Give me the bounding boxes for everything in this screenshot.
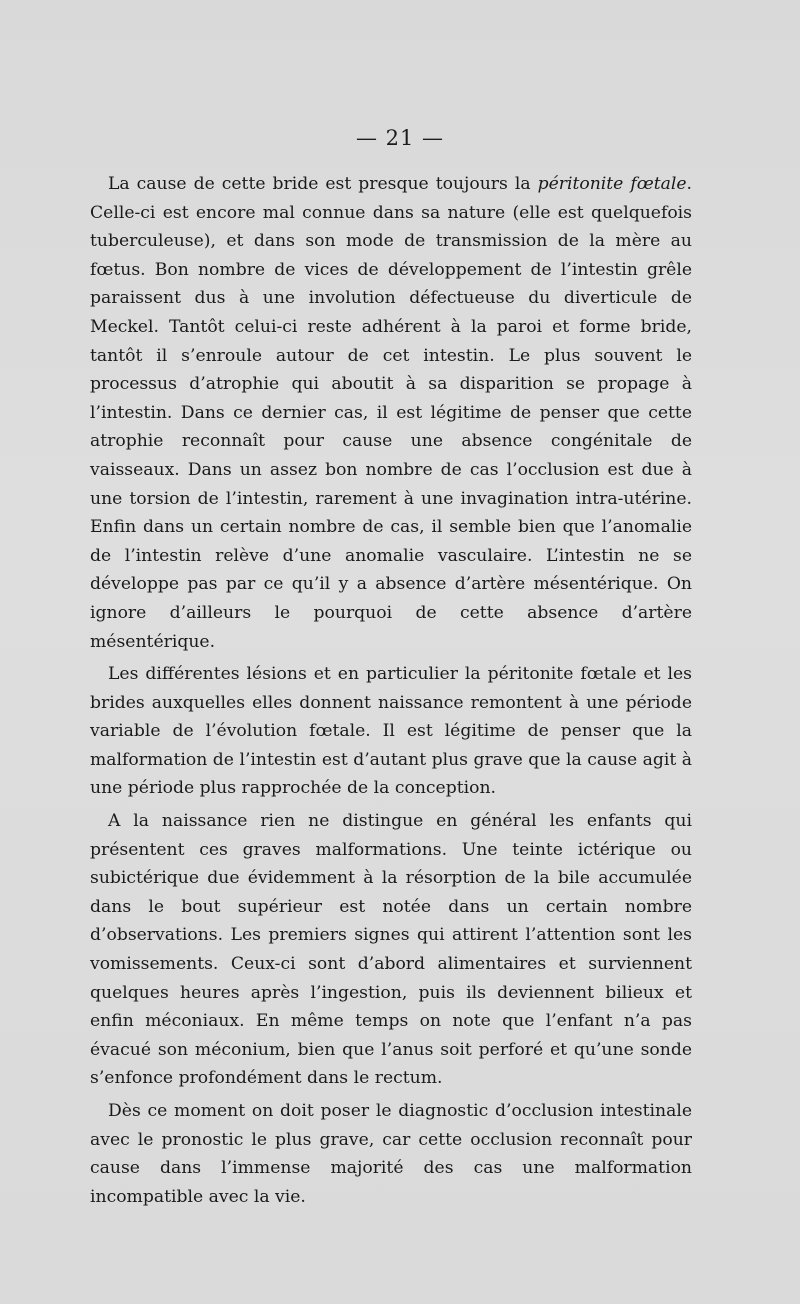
paragraph-1-rest: . Celle-ci est encore mal connue dans sa nature (elle est quelquefois tuberculeuse), et dans son mode de transmission de la mère au fœtus. Bon nombre de vices de développement de l’intestin grêle paraissent dus à une involution défectueuse du diverticule de Meckel. Tantôt celui-ci reste adhérent à la paroi et forme bride, tantôt il s’enroule autour de cet intestin. Le plus souvent le processus d’atrophie qui aboutit à sa disparition se propage à l’intestin. Dans ce dernier cas, il est légitime de penser que cette atrophie reconnaît pour cause une absence congénitale de vaisseaux. Dans un assez bon nombre de cas l’occlusion est due à une torsion de l’intestin, rarement à une invagination intra-utérine. Enfin dans un certain nombre de cas, il semble bien que l’anomalie de l’intestin relève d’une anomalie vasculaire. L’intestin ne se développe pas par ce qu’il y a absence d’artère mésentérique. On ignore d’ailleurs le pourquoi de cette absence d’artère mésentérique.: [90, 174, 692, 652]
italic-term: péritonite fœtale: [537, 174, 687, 194]
page-number: — 21 —: [355, 126, 445, 150]
paragraph-1-start: La cause de cette bride est presque toujours la: [108, 174, 538, 194]
paragraph-2: Les différentes lésions et en particulier la péritonite fœtale et les brides auxquelles elles donnent naissance remontent à une période variable de l’évolution fœtale. Il est légitime de penser que la malformation de l’intestin est d’autant plus grave que la cause agit à une période plus rapprochée de la conception.: [90, 664, 692, 799]
paragraph-4: Dès ce moment on doit poser le diagnostic d’occlusion intestinale avec le pronostic le plus grave, car cette occlusion reconnaît pour cause dans l’immense majorité des cas une malformation incompatible avec la vie.: [90, 1101, 692, 1207]
paragraph-3: A la naissance rien ne distingue en général les enfants qui présentent ces graves malformations. Une teinte ictérique ou subictérique due évidemment à la résorption de la bile accumulée dans le bout supérieur est notée dans un certain nombre d’observations. Les premiers signes qui attirent l’attention sont les vomissements. Ceux-ci sont d’abord alimentaires et surviennent quelques heures après l’ingestion, puis ils deviennent bilieux et enfin méconiaux. En même temps on note que l’enfant n’a pas évacué son méconium, bien que l’anus soit perforé et qu’une sonde s’enfonce profondément dans le rectum.: [90, 811, 692, 1089]
paragraph-1: [90, 170, 692, 656]
body-text: [90, 170, 692, 1215]
